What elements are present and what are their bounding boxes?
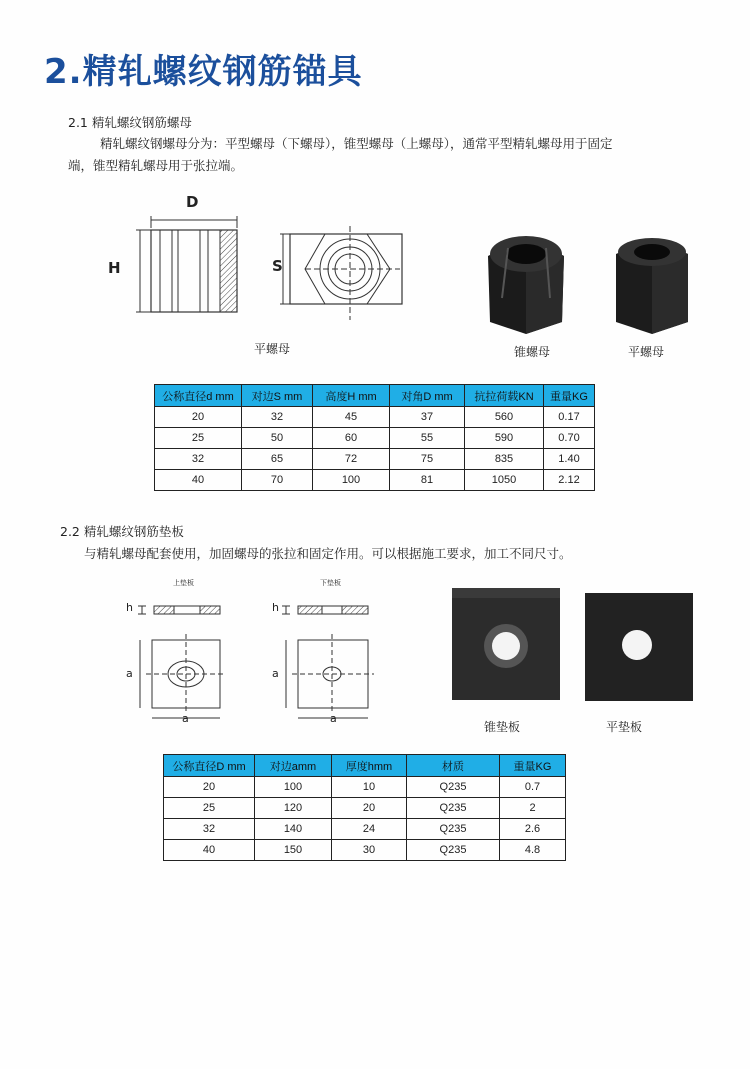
nut-intro-line1: 精轧螺纹钢螺母分为：平型螺母（下螺母），锥型螺母（上螺母），通常平型精轧螺母用于固定 — [100, 136, 613, 151]
page-title: 2.精轧螺纹钢筋锚具 — [44, 52, 363, 92]
table-cell: Q235 — [407, 819, 500, 840]
label-lower-washer: 下垫板 — [320, 579, 341, 587]
table-cell: 72 — [313, 449, 390, 470]
table-cell: 55 — [390, 428, 465, 449]
table-cell: 40 — [155, 470, 242, 491]
table-cell: 150 — [255, 840, 332, 861]
flat-nut-photo — [610, 232, 694, 336]
washer-spec-table — [163, 754, 566, 861]
table-cell: 4.8 — [500, 840, 566, 861]
table-row — [164, 798, 566, 819]
table-row — [155, 470, 595, 491]
table-cell: 25 — [155, 428, 242, 449]
table-cell: 81 — [390, 470, 465, 491]
table-header: 高度H mm — [313, 385, 390, 407]
nut-spec-table — [154, 384, 595, 491]
table-cell: 10 — [332, 777, 407, 798]
table-header: 厚度hmm — [332, 755, 407, 777]
table-header: 重量KG — [500, 755, 566, 777]
table-cell: 560 — [465, 407, 544, 428]
table-cell: 0.7 — [500, 777, 566, 798]
washer-drawing-icon — [120, 578, 390, 728]
nut-intro-line2: 端，锥型精轧螺母用于张拉端。 — [68, 158, 244, 173]
table-cell: 20 — [164, 777, 255, 798]
table-cell: 100 — [313, 470, 390, 491]
table-cell: 835 — [465, 449, 544, 470]
table-cell: 2.6 — [500, 819, 566, 840]
table-cell: 590 — [465, 428, 544, 449]
section-heading-washer: 2.2 精轧螺纹钢筋垫板 — [60, 524, 184, 539]
dim-label-d: D — [186, 193, 199, 211]
table-cell: 20 — [332, 798, 407, 819]
flat-washer-photo — [585, 593, 693, 701]
table-cell: 30 — [332, 840, 407, 861]
table-header: 重量KG — [544, 385, 595, 407]
dim-label-a: a — [126, 667, 133, 680]
caption-nut-drawing: 平螺母 — [254, 342, 291, 356]
table-cell: 100 — [255, 777, 332, 798]
table-row — [155, 449, 595, 470]
caption-flat-washer: 平垫板 — [606, 720, 643, 734]
table-cell: Q235 — [407, 777, 500, 798]
table-cell: 2 — [500, 798, 566, 819]
table-cell: 1050 — [465, 470, 544, 491]
table-row — [155, 407, 595, 428]
cone-nut-photo — [478, 228, 574, 336]
caption-cone-nut: 锥螺母 — [514, 345, 551, 359]
table-row — [164, 819, 566, 840]
table-cell: 40 — [164, 840, 255, 861]
table-cell: 70 — [242, 470, 313, 491]
table-cell: 0.70 — [544, 428, 595, 449]
table-cell: 2.12 — [544, 470, 595, 491]
label-upper-washer: 上垫板 — [173, 579, 194, 587]
table-cell: Q235 — [407, 798, 500, 819]
dim-label-h: H — [108, 259, 121, 277]
dim-label-h: h — [272, 601, 279, 614]
section-heading-nut: 2.1 精轧螺纹钢筋螺母 — [68, 115, 192, 130]
table-cell: 32 — [242, 407, 313, 428]
dim-label-s: S — [272, 257, 283, 275]
table-header: 公称直径D mm — [164, 755, 255, 777]
table-header-row — [155, 385, 595, 407]
table-cell: 75 — [390, 449, 465, 470]
hex-nut-drawing-icon — [100, 188, 420, 328]
table-cell: 65 — [242, 449, 313, 470]
table-cell: 60 — [313, 428, 390, 449]
table-cell: 140 — [255, 819, 332, 840]
table-cell: 0.17 — [544, 407, 595, 428]
table-cell: 32 — [164, 819, 255, 840]
table-cell: 24 — [332, 819, 407, 840]
table-row — [164, 840, 566, 861]
table-cell: 37 — [390, 407, 465, 428]
washer-intro: 与精轧螺母配套使用，加固螺母的张拉和固定作用。可以根据施工要求，加工不同尺寸。 — [84, 546, 572, 561]
table-cell: 20 — [155, 407, 242, 428]
table-header: 材质 — [407, 755, 500, 777]
table-header: 对角D mm — [390, 385, 465, 407]
caption-cone-washer: 锥垫板 — [484, 720, 521, 734]
cone-washer-photo — [452, 588, 560, 700]
table-header: 公称直径d mm — [155, 385, 242, 407]
table-cell: 50 — [242, 428, 313, 449]
caption-flat-nut: 平螺母 — [628, 345, 665, 359]
dim-label-h: h — [126, 601, 133, 614]
table-cell: 120 — [255, 798, 332, 819]
table-cell: 25 — [164, 798, 255, 819]
dim-label-a: a — [272, 667, 279, 680]
table-cell: 1.40 — [544, 449, 595, 470]
dim-label-a: a — [182, 712, 189, 725]
table-header-row — [164, 755, 566, 777]
table-cell: 45 — [313, 407, 390, 428]
table-header: 抗拉荷载KN — [465, 385, 544, 407]
table-cell: Q235 — [407, 840, 500, 861]
dim-label-a: a — [330, 712, 337, 725]
table-header: 对边S mm — [242, 385, 313, 407]
table-header: 对边amm — [255, 755, 332, 777]
table-row — [155, 428, 595, 449]
table-cell: 32 — [155, 449, 242, 470]
table-row — [164, 777, 566, 798]
